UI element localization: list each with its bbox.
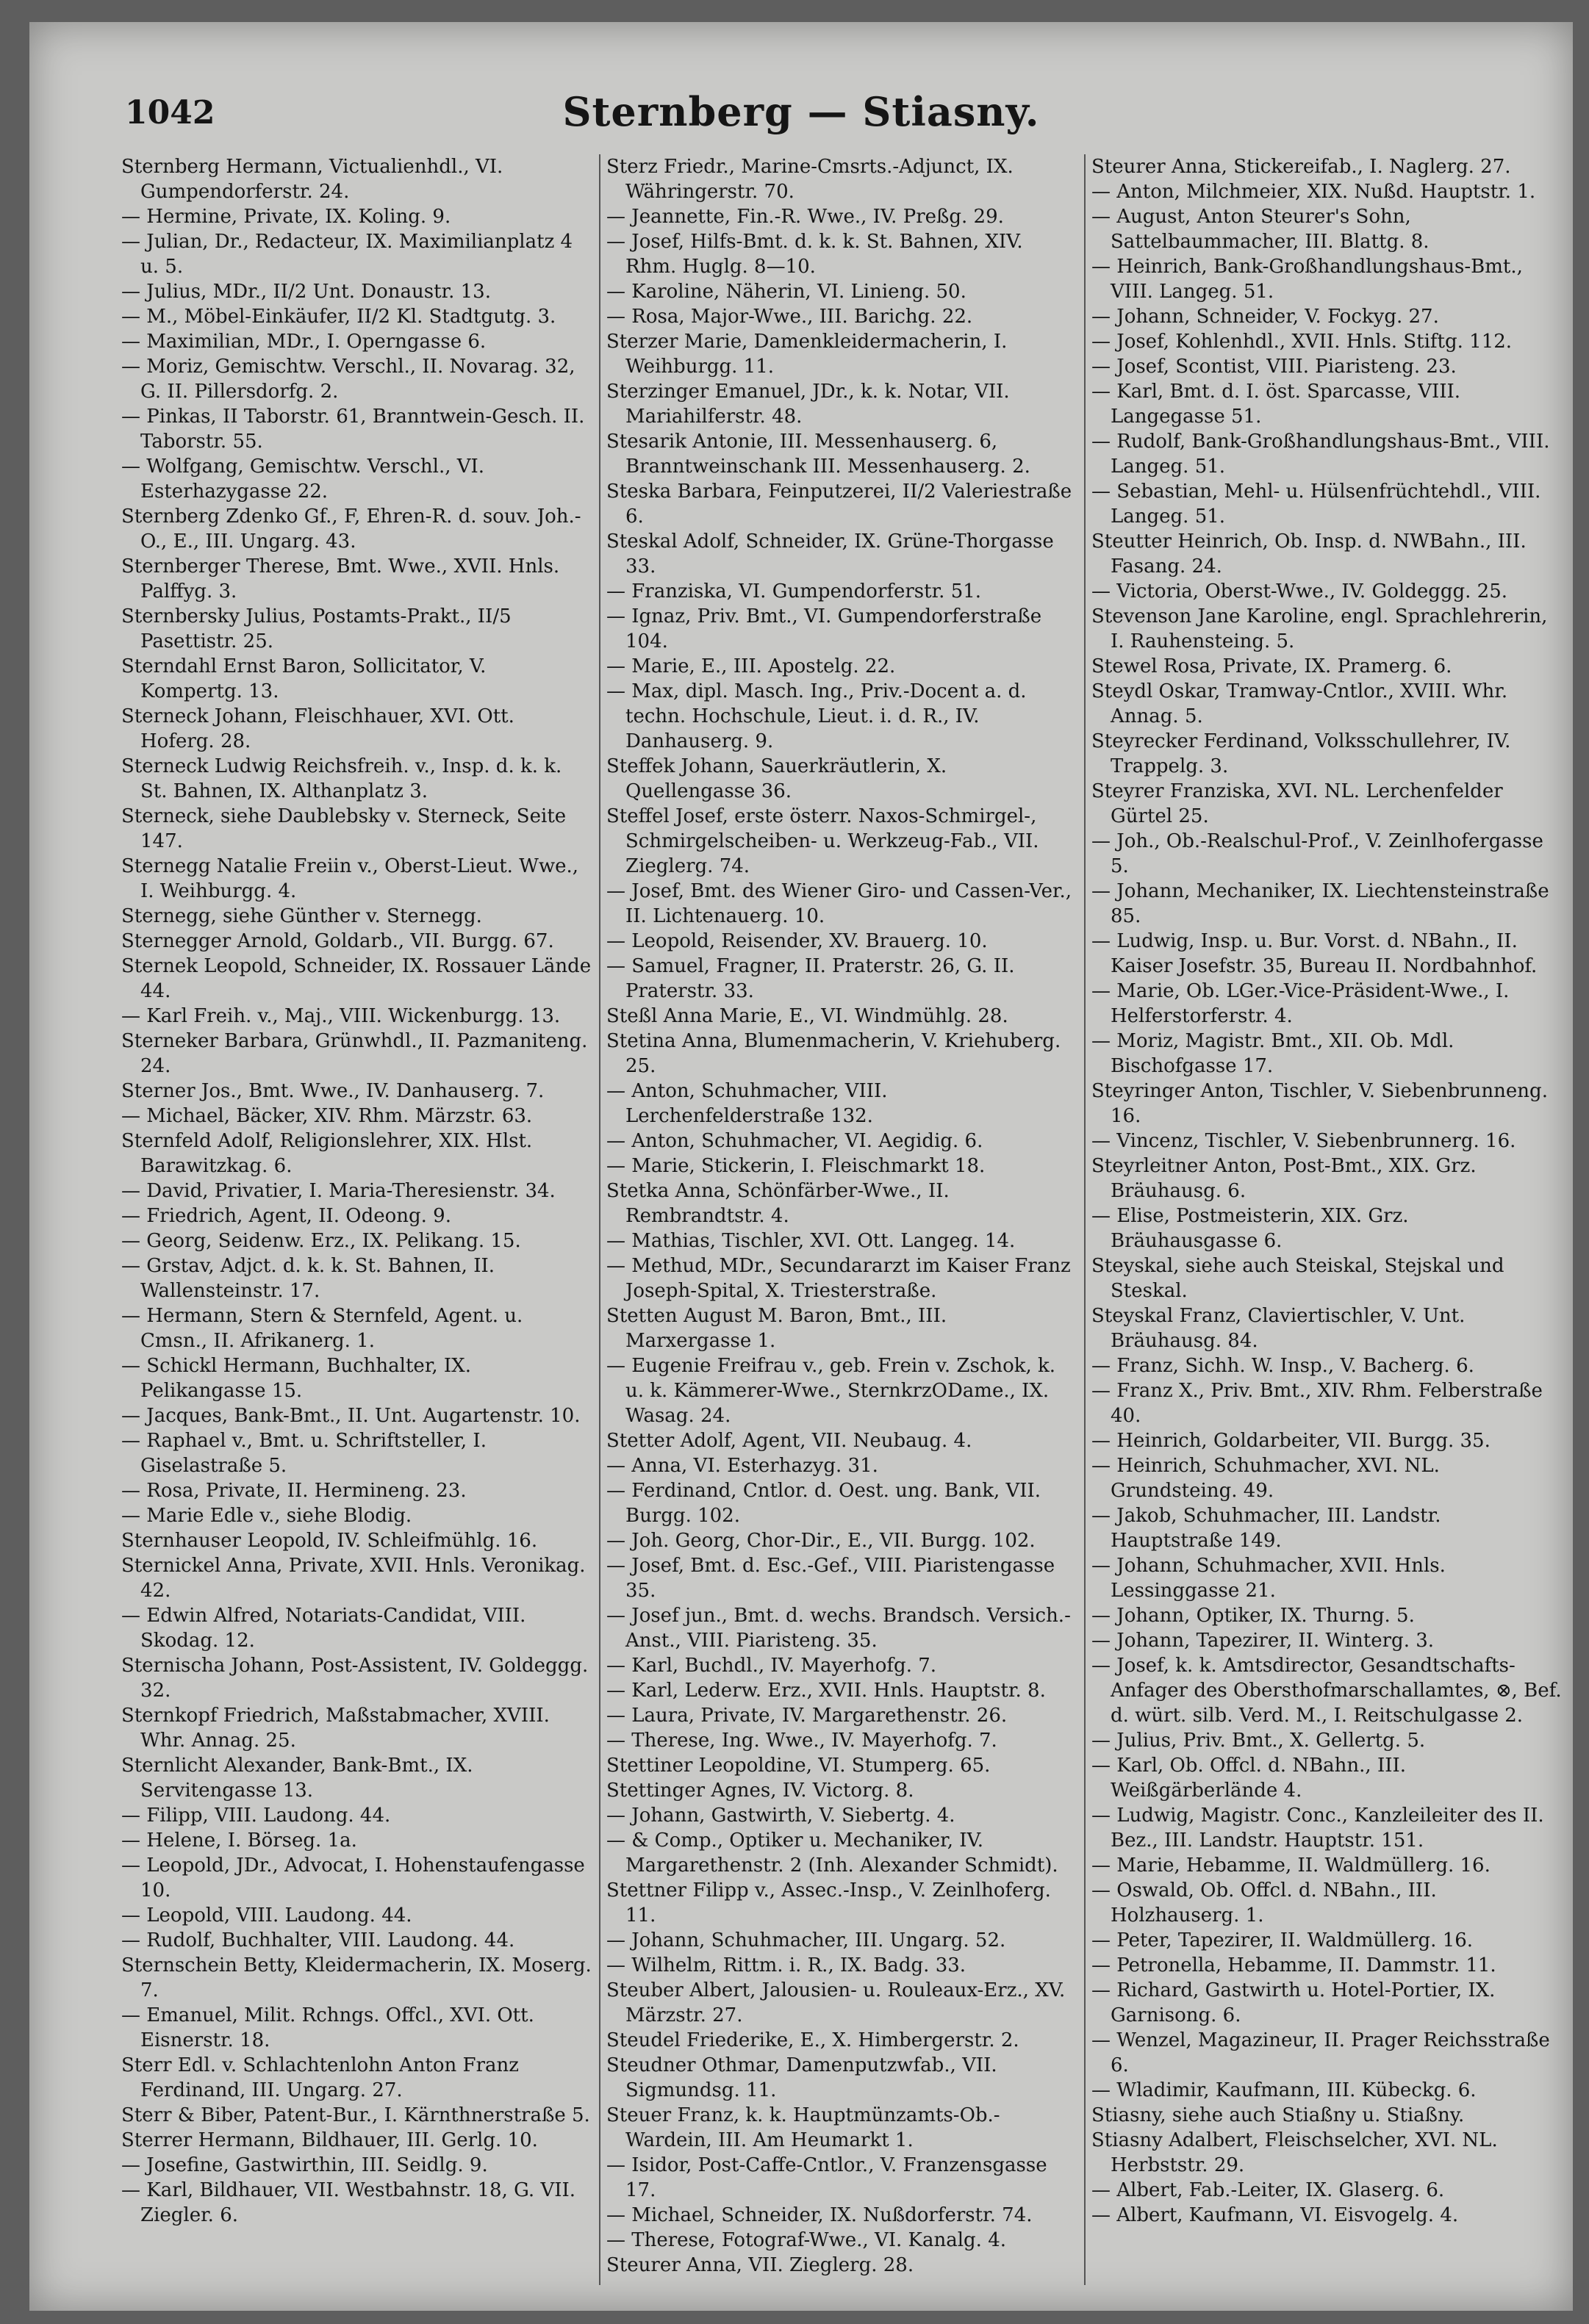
directory-entry: — Georg, Seidenw. Erz., IX. Pelikang. 15. [121,1230,521,1252]
directory-entry: Sterneck Ludwig Reichsfreih. v., Insp. d. k. k. St. Bahnen, IX. Althanplatz 3. [121,755,562,802]
directory-entry: Steyrecker Ferdinand, Volksschullehrer, IV. Trappelg. 3. [1091,730,1511,777]
directory-entry: — Karl Freih. v., Maj., VIII. Wickenburgg. 13. [121,1005,561,1027]
directory-entry: Sternlicht Alexander, Bank-Bmt., IX. Servitengasse 13. [121,1755,473,1802]
directory-entry: — Michael, Bäcker, XIV. Rhm. Märzstr. 63. [121,1105,533,1127]
directory-entry: Steska Barbara, Feinputzerei, II/2 Valeriestraße 6. [606,481,1072,528]
directory-entry: — Franz, Sichh. W. Insp., V. Bacherg. 6. [1091,1355,1474,1377]
directory-entry: Sternschein Betty, Kleidermacherin, IX. Moserg. 7. [121,1954,592,2001]
running-head: Sternberg — Stiasny. [562,88,1040,135]
directory-entry: Steyrer Franziska, XVI. NL. Lerchenfelder Gürtel 25. [1091,780,1503,827]
page-number: 1042 [125,94,215,132]
directory-entry: Sterndahl Ernst Baron, Sollicitator, V. Kompertg. 13. [121,655,487,702]
directory-entry: Stetten August M. Baron, Bmt., III. Marxergasse 1. [606,1305,947,1352]
directory-entry: — Max, dipl. Masch. Ing., Priv.-Docent a. d. techn. Hochschule, Lieut. i. d. R., IV. Danhauserg. 9. [606,680,1027,752]
directory-entry: — Jeannette, Fin.-R. Wwe., IV. Preßg. 29. [606,206,1004,228]
directory-entry: Sternkopf Friedrich, Maßstabmacher, XVIII. Whr. Annag. 25. [121,1705,550,1752]
directory-entry: — Methud, MDr., Secundararzt im Kaiser Franz Joseph-Spital, X. Triesterstraße. [606,1255,1071,1302]
directory-entry: Steyrleitner Anton, Post-Bmt., XIX. Grz. Bräuhausg. 6. [1091,1155,1477,1202]
directory-entry: — Vincenz, Tischler, V. Siebenbrunnerg. 16. [1091,1130,1516,1152]
directory-entry: — Karl, Bildhauer, VII. Westbahnstr. 18, G. VII. Ziegler. 6. [121,2179,576,2226]
directory-entry: — Julius, Priv. Bmt., X. Gellertg. 5. [1091,1730,1426,1752]
directory-entry: — Maximilian, MDr., I. Operngasse 6. [121,331,487,353]
directory-entry: — Wladimir, Kaufmann, III. Kübeckg. 6. [1091,2079,1477,2101]
directory-entry: Steutter Heinrich, Ob. Insp. d. NWBahn., III. Fasang. 24. [1091,530,1527,578]
directory-entry: — Josef, Bmt. des Wiener Giro- und Cassen-Ver., II. Lichtenauerg. 10. [606,880,1072,927]
directory-entry: Steskal Adolf, Schneider, IX. Grüne-Thorgasse 33. [606,530,1054,578]
directory-entry: — Heinrich, Schuhmacher, XVI. NL. Grundsteing. 49. [1091,1455,1440,1502]
directory-entry: Sterzinger Emanuel, JDr., k. k. Notar, VII. Mariahilferstr. 48. [606,381,1010,428]
directory-entry: — Ignaz, Priv. Bmt., VI. Gumpendorferstraße 104. [606,605,1042,652]
directory-entry: — Wilhelm, Rittm. i. R., IX. Badg. 33. [606,1954,966,1976]
directory-entry: Sternbersky Julius, Postamts-Prakt., II/5 Pasettistr. 25. [121,605,512,652]
directory-entry: — Helene, I. Börseg. 1a. [121,1830,357,1852]
directory-entry: — Schickl Hermann, Buchhalter, IX. Pelikangasse 15. [121,1355,471,1402]
directory-entry: — Marie, Hebamme, II. Waldmüllerg. 16. [1091,1854,1491,1877]
directory-entry: Steurer Anna, Stickereifab., I. Naglerg. 27. [1091,156,1511,178]
directory-entry: — Josef, k. k. Amtsdirector, Gesandtschafts-Anfager des Obersthofmarschallamtes, ⊗, Bef. d. würt. silb. Verd. M., I. Reitschulgasse 2. [1091,1655,1562,1727]
directory-entry: — Friedrich, Agent, II. Odeong. 9. [121,1205,451,1227]
directory-entry: — Joh. Georg, Chor-Dir., E., VII. Burgg. 102. [606,1530,1036,1552]
directory-entry: Steyringer Anton, Tischler, V. Siebenbrunneng. 16. [1091,1080,1548,1127]
directory-entry: — Johann, Schneider, V. Fockyg. 27. [1091,306,1439,328]
directory-entry: Sterrer Hermann, Bildhauer, III. Gerlg. 10. [121,2129,538,2151]
directory-entry: — Moriz, Gemischtw. Verschl., II. Novarag. 32, G. II. Pillersdorfg. 2. [121,356,575,403]
directory-entry: Stettinger Agnes, IV. Victorg. 8. [606,1780,914,1802]
directory-entry: Steyskal, siehe auch Steiskal, Stejskal und Steskal. [1091,1255,1504,1302]
directory-entry: — Josef jun., Bmt. d. wechs. Brandsch. Versich.-Anst., VIII. Piaristeng. 35. [606,1605,1071,1652]
directory-entry: — Heinrich, Bank-Großhandlungshaus-Bmt., VIII. Langeg. 51. [1091,256,1523,303]
directory-entry: — Moriz, Magistr. Bmt., XII. Ob. Mdl. Bischofgasse 17. [1091,1030,1455,1077]
directory-entry: Stetka Anna, Schönfärber-Wwe., II. Rembrandtstr. 4. [606,1180,950,1227]
directory-entry: Stettiner Leopoldine, VI. Stumperg. 65. [606,1755,991,1777]
directory-entry: Sterr Edl. v. Schlachtenlohn Anton Franz Ferdinand, III. Ungarg. 27. [121,2054,519,2101]
directory-entry: — Karl, Bmt. d. I. öst. Sparcasse, VIII. Langegasse 51. [1091,381,1461,428]
directory-entry: — Julius, MDr., II/2 Unt. Donaustr. 13. [121,281,491,303]
directory-entry: Sterz Friedr., Marine-Cmsrts.-Adjunct, IX. Währingerstr. 70. [606,156,1014,203]
directory-entry: — Anton, Milchmeier, XIX. Nußd. Hauptstr. 1. [1091,181,1536,203]
directory-entry: — Anton, Schuhmacher, VI. Aegidig. 6. [606,1130,983,1152]
directory-entry: Stetter Adolf, Agent, VII. Neubaug. 4. [606,1430,972,1452]
directory-entry: — Leopold, Reisender, XV. Brauerg. 10. [606,930,988,952]
directory-entry: — Therese, Ing. Wwe., IV. Mayerhofg. 7. [606,1730,997,1752]
directory-entry: Steffel Josef, erste österr. Naxos-Schmirgel-, Schmirgelscheiben- u. Werkzeug-Fab., VII. Zieglerg. 74. [606,805,1039,877]
directory-entry: — Wenzel, Magazineur, II. Prager Reichsstraße 6. [1091,2029,1550,2076]
directory-entry: Sternberger Therese, Bmt. Wwe., XVII. Hnls. Palffyg. 3. [121,555,560,602]
directory-entry: Sternickel Anna, Private, XVII. Hnls. Veronikag. 42. [121,1555,586,1602]
directory-entry: — Leopold, VIII. Laudong. 44. [121,1904,412,1927]
directory-entry: Sterr & Biber, Patent-Bur., I. Kärnthnerstraße 5. [121,2104,590,2126]
column-1 [121,154,592,2228]
directory-entry: — Samuel, Fragner, II. Praterstr. 26, G. II. Praterstr. 33. [606,955,1015,1002]
directory-entry: Sternegger Arnold, Goldarb., VII. Burgg. 67. [121,930,554,952]
directory-entry: Sterneker Barbara, Grünwhdl., II. Pazmaniteng. 24. [121,1030,588,1077]
directory-entry: — Filipp, VIII. Laudong. 44. [121,1805,391,1827]
directory-entry: — Franziska, VI. Gumpendorferstr. 51. [606,580,982,602]
directory-entry: — Johann, Optiker, IX. Thurng. 5. [1091,1605,1415,1627]
column-divider [1084,154,1086,2285]
directory-entry: Sternberg Hermann, Victualienhdl., VI. Gumpendorferstr. 24. [121,156,503,203]
directory-entry: Sternegg, siehe Günther v. Sternegg. [121,905,482,927]
directory-entry: — Laura, Private, IV. Margarethenstr. 26. [606,1705,1008,1727]
directory-entry: — Leopold, JDr., Advocat, I. Hohenstaufengasse 10. [121,1854,585,1902]
directory-entry: Stevenson Jane Karoline, engl. Sprachlehrerin, I. Rauhensteing. 5. [1091,605,1548,652]
directory-entry: — Ferdinand, Cntlor. d. Oest. ung. Bank, VII. Burgg. 102. [606,1480,1041,1527]
directory-entry: — Rosa, Major-Wwe., III. Barichg. 22. [606,306,973,328]
directory-entry: — Johann, Tapezirer, II. Winterg. 3. [1091,1630,1435,1652]
directory-entry: — Eugenie Freifrau v., geb. Frein v. Zschok, k. u. k. Kämmerer-Wwe., SternkrzODame., IX. Wasag. 24. [606,1355,1056,1427]
directory-entry: Stiasny Adalbert, Fleischselcher, XVI. NL. Herbststr. 29. [1091,2129,1498,2176]
directory-entry: Sternfeld Adolf, Religionslehrer, XIX. Hlst. Barawitzkag. 6. [121,1130,533,1177]
directory-entry: — Rudolf, Buchhalter, VIII. Laudong. 44. [121,1929,515,1951]
directory-entry: — Rosa, Private, II. Hermineng. 23. [121,1480,467,1502]
directory-page [29,22,1573,2311]
directory-entry: — Ludwig, Magistr. Conc., Kanzleileiter des II. Bez., III. Landstr. Hauptstr. 151. [1091,1805,1544,1852]
directory-entry: — Karl, Buchdl., IV. Mayerhofg. 7. [606,1655,937,1677]
directory-entry: — Grstav, Adjct. d. k. k. St. Bahnen, II. Wallensteinstr. 17. [121,1255,495,1302]
directory-entry: — M., Möbel-Einkäufer, II/2 Kl. Stadtgutg. 3. [121,306,556,328]
directory-entry: Steßl Anna Marie, E., VI. Windmühlg. 28. [606,1005,1008,1027]
directory-entry: — Oswald, Ob. Offcl. d. NBahn., III. Holzhauserg. 1. [1091,1879,1437,1927]
directory-entry: Steuer Franz, k. k. Hauptmünzamts-Ob.-Wardein, III. Am Heumarkt 1. [606,2104,1000,2151]
directory-entry: Sterzer Marie, Damenkleidermacherin, I. Weihburgg. 11. [606,331,1008,378]
directory-entry: Sterner Jos., Bmt. Wwe., IV. Danhauserg. 7. [121,1080,545,1102]
directory-entry: Sternberg Zdenko Gf., F, Ehren-R. d. souv. Joh.-O., E., III. Ungarg. 43. [121,506,581,553]
directory-entry: Steudner Othmar, Damenputzwfab., VII. Sigmundsg. 11. [606,2054,997,2101]
directory-entry: — Therese, Fotograf-Wwe., VI. Kanalg. 4. [606,2229,1007,2251]
directory-entry: — Johann, Mechaniker, IX. Liechtensteinstraße 85. [1091,880,1549,927]
directory-entry: — Albert, Fab.-Leiter, IX. Glaserg. 6. [1091,2179,1445,2201]
directory-entry: — Richard, Gastwirth u. Hotel-Portier, IX. Garnisong. 6. [1091,1979,1496,2026]
directory-entry: — Rudolf, Bank-Großhandlungshaus-Bmt., VIII. Langeg. 51. [1091,431,1550,478]
directory-entry: — Petronella, Hebamme, II. Dammstr. 11. [1091,1954,1496,1976]
directory-entry: — Josef, Scontist, VIII. Piaristeng. 23. [1091,356,1457,378]
directory-entry: — Josef, Kohlenhdl., XVII. Hnls. Stiftg. 112. [1091,331,1513,353]
directory-entry: — Albert, Kaufmann, VI. Eisvogelg. 4. [1091,2204,1459,2226]
directory-entry: — Anton, Schuhmacher, VIII. Lerchenfelderstraße 132. [606,1080,888,1127]
directory-entry: — Marie, Ob. LGer.-Vice-Präsident-Wwe., I. Helferstorferstr. 4. [1091,980,1510,1027]
directory-entry: — Johann, Schuhmacher, III. Ungarg. 52. [606,1929,1006,1951]
directory-entry: Sternegg Natalie Freiin v., Oberst-Lieut. Wwe., I. Weihburgg. 4. [121,855,579,902]
directory-entry: — Mathias, Tischler, XVI. Ott. Langeg. 14. [606,1230,1016,1252]
directory-entry: Stetina Anna, Blumenmacherin, V. Kriehuberg. 25. [606,1030,1061,1077]
directory-entry: Sterneck, siehe Daublebsky v. Sterneck, Seite 147. [121,805,567,852]
directory-entry: — Karl, Lederw. Erz., XVII. Hnls. Hauptstr. 8. [606,1680,1046,1702]
directory-entry: — Michael, Schneider, IX. Nußdorferstr. 74. [606,2204,1033,2226]
directory-entry: Sternischa Johann, Post-Assistent, IV. Goldeggg. 32. [121,1655,589,1702]
directory-entry: — Elise, Postmeisterin, XIX. Grz. Bräuhausgasse 6. [1091,1205,1409,1252]
directory-entry: — Wolfgang, Gemischtw. Verschl., VI. Esterhazygasse 22. [121,456,485,503]
directory-entry: Sterneck Johann, Fleischhauer, XVI. Ott. Hoferg. 28. [121,705,514,752]
directory-entry: — Marie, Stickerin, I. Fleischmarkt 18. [606,1155,986,1177]
directory-entry: — Pinkas, II Taborstr. 61, Branntwein-Gesch. II. Taborstr. 55. [121,406,585,453]
directory-entry: — Ludwig, Insp. u. Bur. Vorst. d. NBahn., II. Kaiser Josefstr. 35, Bureau II. Nordbahnhof. [1091,930,1538,977]
directory-entry: — Johann, Schuhmacher, XVII. Hnls. Lessinggasse 21. [1091,1555,1446,1602]
page-header [29,66,1573,147]
directory-entry: — Sebastian, Mehl- u. Hülsenfrüchtehdl., VIII. Langeg. 51. [1091,481,1541,528]
column-3 [1091,154,1562,2228]
directory-entry: — August, Anton Steurer's Sohn, Sattelbaummacher, III. Blattg. 8. [1091,206,1430,253]
directory-entry: — Hermine, Private, IX. Koling. 9. [121,206,451,228]
directory-entry: — Karoline, Näherin, VI. Linieng. 50. [606,281,966,303]
directory-entry: Stesarik Antonie, III. Messenhauserg. 6, Branntweinschank III. Messenhauserg. 2. [606,431,1030,478]
directory-entry: — Raphael v., Bmt. u. Schriftsteller, I. Giselastraße 5. [121,1430,487,1477]
directory-entry: — Josef, Hilfs-Bmt. d. k. k. St. Bahnen, XIV. Rhm. Huglg. 8—10. [606,231,1023,278]
directory-entry: — Josef, Bmt. d. Esc.-Gef., VIII. Piaristengasse 35. [606,1555,1055,1602]
directory-entry: Stewel Rosa, Private, IX. Pramerg. 6. [1091,655,1452,677]
directory-entry: Steuber Albert, Jalousien- u. Rouleaux-Erz., XV. Märzstr. 27. [606,1979,1066,2026]
directory-entry: — Emanuel, Milit. Rchngs. Offcl., XVI. Ott. Eisnerstr. 18. [121,2004,534,2051]
directory-entry: — Hermann, Stern & Sternfeld, Agent. u. Cmsn., II. Afrikanerg. 1. [121,1305,523,1352]
directory-entry: — Edwin Alfred, Notariats-Candidat, VIII. Skodag. 12. [121,1605,526,1652]
directory-entry: — Isidor, Post-Caffe-Cntlor., V. Franzensgasse 17. [606,2154,1047,2201]
directory-entry: — Franz X., Priv. Bmt., XIV. Rhm. Felberstraße 40. [1091,1380,1543,1427]
directory-entry: — David, Privatier, I. Maria-Theresienstr. 34. [121,1180,556,1202]
directory-entry: — Victoria, Oberst-Wwe., IV. Goldeggg. 25. [1091,580,1508,602]
directory-entry: — Heinrich, Goldarbeiter, VII. Burgg. 35. [1091,1430,1491,1452]
directory-entry: — Karl, Ob. Offcl. d. NBahn., III. Weißgärberlände 4. [1091,1755,1407,1802]
column-divider [599,154,600,2285]
column-2 [606,154,1077,2278]
directory-entry: Stettner Filipp v., Assec.-Insp., V. Zeinlhoferg. 11. [606,1879,1051,1927]
directory-entry: Stiasny, siehe auch Stiaßny u. Stiaßny. [1091,2104,1465,2126]
directory-entry: Steyskal Franz, Claviertischler, V. Unt. Bräuhausg. 84. [1091,1305,1466,1352]
directory-entry: Sternhauser Leopold, IV. Schleifmühlg. 16. [121,1530,538,1552]
directory-entry: Steurer Anna, VII. Zieglerg. 28. [606,2254,914,2276]
directory-entry: — Josefine, Gastwirthin, III. Seidlg. 9. [121,2154,488,2176]
directory-entry: — Peter, Tapezirer, II. Waldmüllerg. 16. [1091,1929,1474,1951]
directory-entry: — Marie, E., III. Apostelg. 22. [606,655,896,677]
directory-entry: Sternek Leopold, Schneider, IX. Rossauer Lände 44. [121,955,592,1002]
directory-entry: — Marie Edle v., siehe Blodig. [121,1505,412,1527]
directory-entry: — Joh., Ob.-Realschul-Prof., V. Zeinlhofergasse 5. [1091,830,1543,877]
directory-entry: — & Comp., Optiker u. Mechaniker, IV. Margarethenstr. 2 (Inh. Alexander Schmidt). [606,1830,1058,1877]
directory-entry: — Julian, Dr., Redacteur, IX. Maximilianplatz 4 u. 5. [121,231,573,278]
directory-entry: — Jacques, Bank-Bmt., II. Unt. Augartenstr. 10. [121,1405,581,1427]
directory-entry: — Anna, VI. Esterhazyg. 31. [606,1455,878,1477]
directory-entry: Steydl Oskar, Tramway-Cntlor., XVIII. Whr. Annag. 5. [1091,680,1508,727]
directory-entry: Steffek Johann, Sauerkräutlerin, X. Quellengasse 36. [606,755,947,802]
directory-entry: Steudel Friederike, E., X. Himbergerstr. 2. [606,2029,1019,2051]
directory-entry: — Johann, Gastwirth, V. Siebertg. 4. [606,1805,955,1827]
directory-entry: — Jakob, Schuhmacher, III. Landstr. Hauptstraße 149. [1091,1505,1441,1552]
